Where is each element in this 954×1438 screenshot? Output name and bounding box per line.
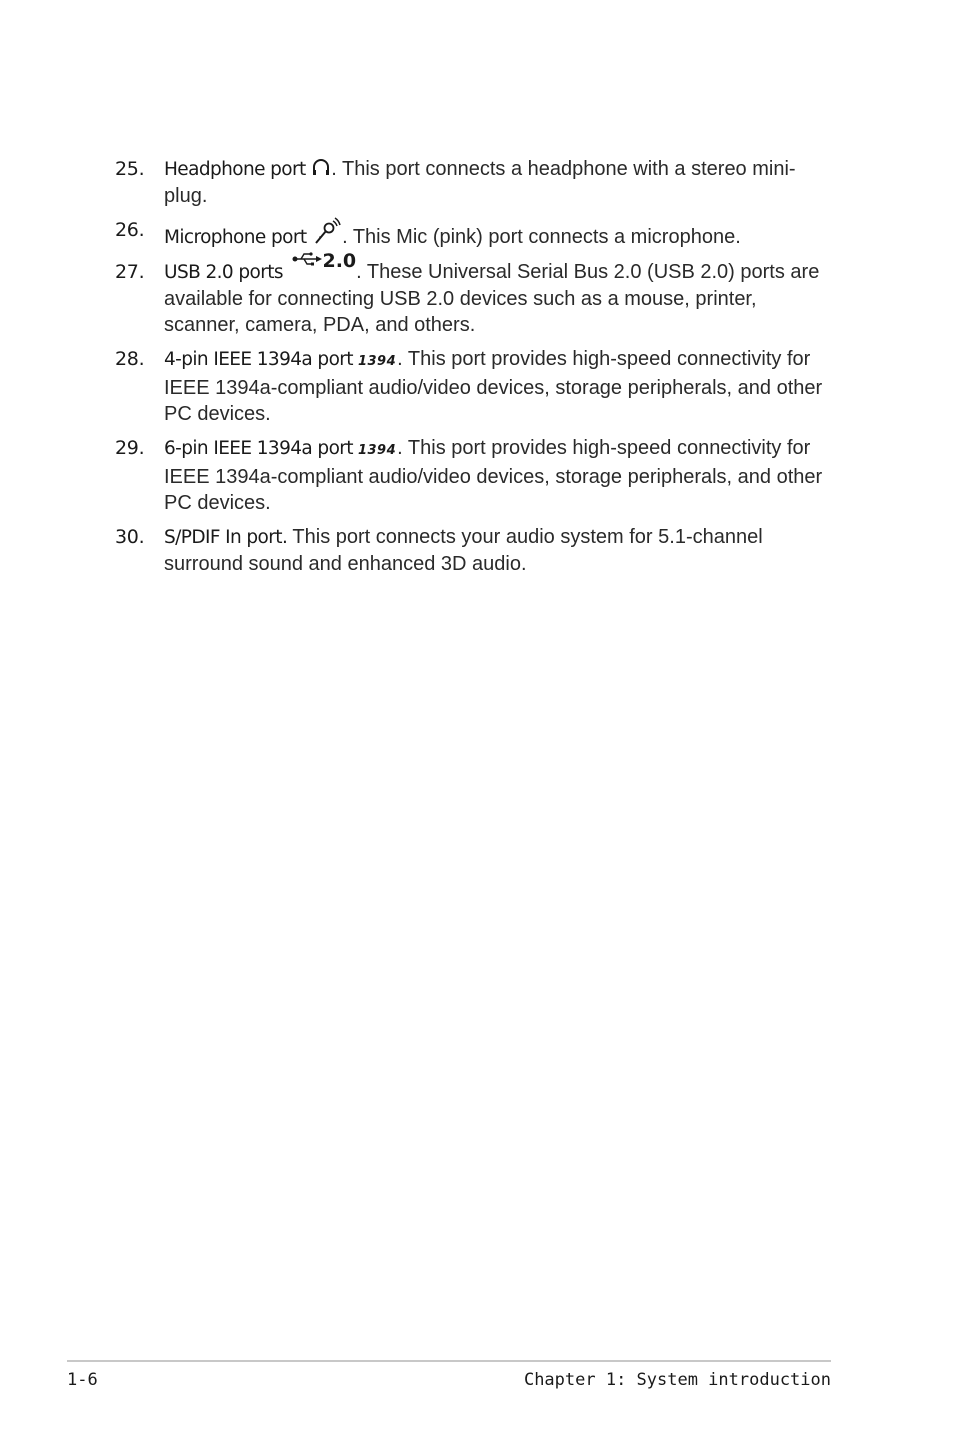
list-item-microphone-port	[115, 217, 835, 251]
item-description: . This port provides high-speed connectivity for IEEE 1394a-compliant audio/video devices, storage peripherals, and other PC devices.	[164, 437, 823, 514]
item-number: 27.	[115, 261, 145, 283]
item-term: 4-pin IEEE 1394a port	[164, 349, 353, 370]
usb-icon	[292, 248, 356, 274]
item-term: S/PDIF In port.	[164, 527, 288, 548]
item-term: Headphone port	[164, 159, 306, 180]
chapter-title: Chapter 1: System introduction	[523, 1370, 831, 1390]
microphone-icon	[312, 217, 342, 250]
item-number: 28.	[115, 348, 145, 370]
item-number: 29.	[115, 437, 145, 459]
item-number: 26.	[115, 219, 145, 241]
item-term: USB 2.0 ports	[164, 262, 283, 283]
item-term: Microphone port	[164, 227, 307, 248]
list-item-headphone-port	[115, 156, 835, 209]
port-list	[115, 156, 835, 585]
list-item-usb-ports	[115, 250, 835, 338]
item-description: . This port provides high-speed connectivity for IEEE 1394a-compliant audio/video devices, storage peripherals, and other PC devices.	[164, 348, 823, 425]
item-description: . These Universal Serial Bus 2.0 (USB 2.0) ports are available for connecting USB 2.0 devices such as a mouse, printer, scanner, camera, PDA, and others.	[164, 261, 820, 336]
headphone-icon	[311, 156, 331, 182]
list-item-4pin-ieee1394a-port	[115, 346, 835, 427]
list-item-spdif-in-port	[115, 524, 835, 577]
ieee1394-icon: 1394	[357, 443, 397, 458]
footer-divider	[67, 1360, 831, 1362]
item-number: 30.	[115, 526, 145, 548]
item-term: 6-pin IEEE 1394a port	[164, 438, 353, 459]
list-item-6pin-ieee1394a-port	[115, 435, 835, 516]
usb-version-label: 2.0	[322, 250, 357, 272]
page-number: 1-6	[67, 1370, 98, 1390]
item-description: This port connects your audio system for 5.1-channel surround sound and enhanced 3D audio.	[164, 526, 763, 575]
item-description: . This Mic (pink) port connects a microphone.	[342, 226, 741, 248]
ieee1394-icon: 1394	[357, 354, 397, 369]
item-description: . This port connects a headphone with a stereo mini-plug.	[164, 158, 796, 207]
item-number: 25.	[115, 158, 145, 180]
